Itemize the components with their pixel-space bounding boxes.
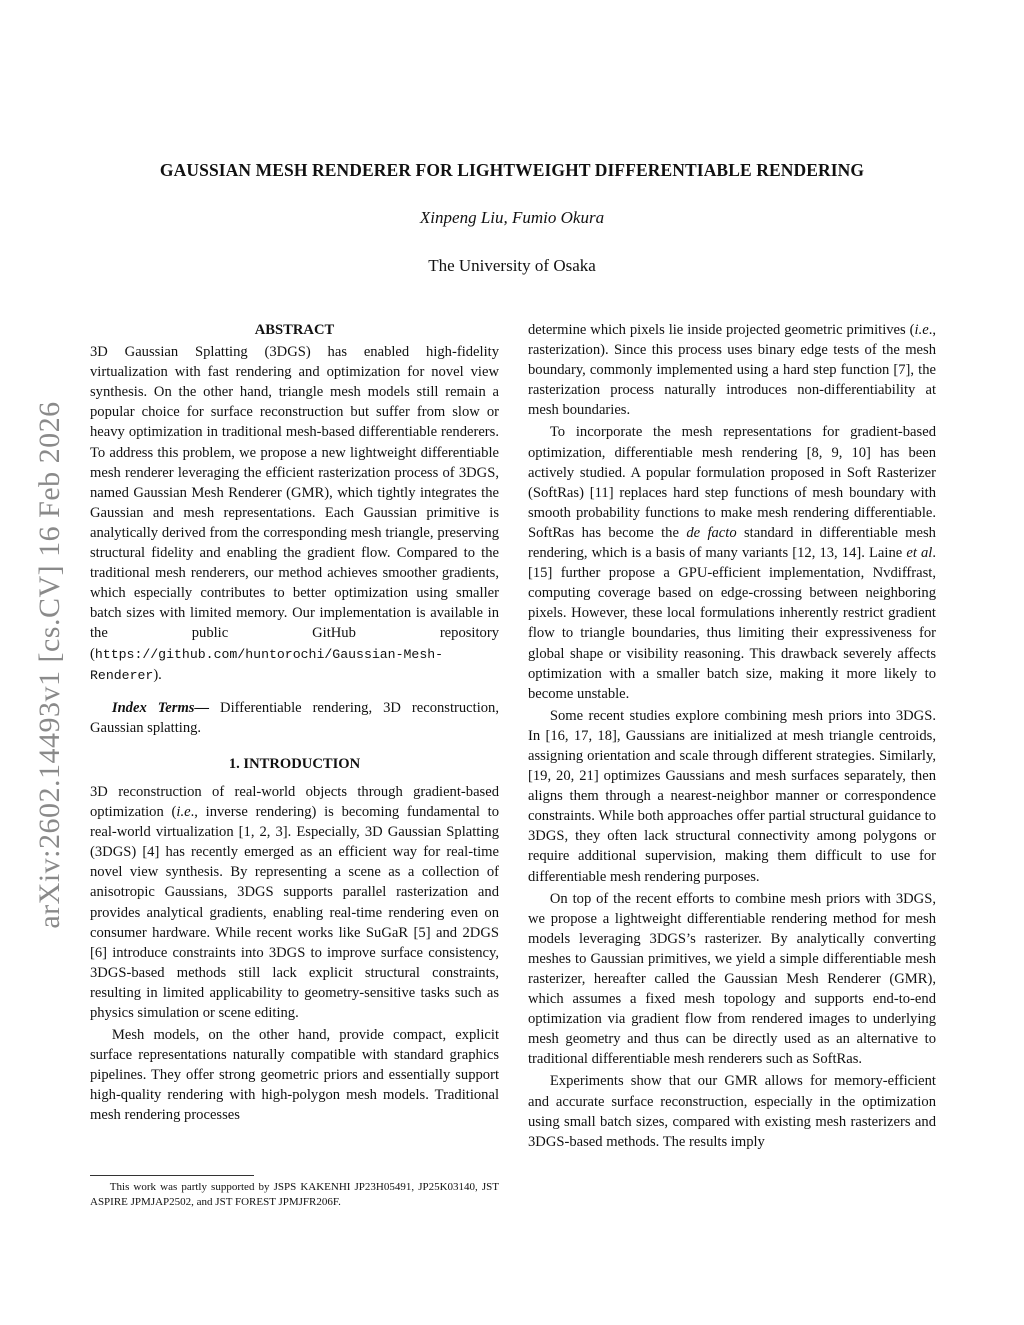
paper-title: GAUSSIAN MESH RENDERER FOR LIGHTWEIGHT DIFFERENTIABLE RENDERING — [159, 160, 865, 180]
intro-paragraph-4 — [528, 422, 936, 703]
footnote-rule — [90, 1175, 254, 1176]
abstract-text-end: ). — [153, 666, 162, 683]
paper-affiliation: The University of Osaka — [428, 256, 596, 275]
left-column — [90, 320, 499, 1126]
abstract-paragraph — [90, 342, 499, 686]
intro-p1-text-a: 3D reconstruction of real-world objects through gradient-based optimization ( — [90, 783, 499, 821]
intro-heading: 1. INTRODUCTION — [228, 755, 361, 772]
abstract-heading: ABSTRACT — [254, 322, 335, 338]
abstract-text: 3D Gaussian Splatting (3DGS) has enabled high-fidelity virtualization with fast rendering and optimization for novel view synthesis. On the other hand, triangle mesh models still remain a popular choice for surface reconstruction but suffer from slow or heavy optimization in traditional mesh-based differentiable renderers. To address this problem, we propose a new lightweight differentiable mesh renderer leveraging the efficient rasterization process of 3DGS, named Gaussian Mesh Renderer (GMR), which tightly integrates the Gaussian and mesh representations. Each Gaussian primitive is analytically derived from the corresponding mesh triangle, preserving structural fidelity and enabling the gradient flow. Compared to the traditional mesh renderers, our method achieves smoother gradients, which especially contributes to better optimization using smaller batch sizes with limited memory. Our implementation is available in the public GitHub repository ( — [90, 344, 499, 662]
intro-paragraph-2: Mesh models, on the other hand, provide compact, explicit surface representations naturally compatible with standard graphics pipelines. They offer strong geometric priors and essentially support high-quality rendering with high-polygon mesh models. Traditional mesh rendering processes — [90, 1027, 499, 1124]
index-terms — [90, 698, 499, 738]
intro-r1-ie: i.e — [914, 322, 929, 338]
intro-r2-text-a: To incorporate the mesh representations for gradient-based optimization, differentiable mesh rendering [8, 9, 10] has been actively studied. A popular formulation proposed in Soft Rasterizer (SoftRas) [11] replaces hard step functions of mesh boundary with smooth probability functions to make mesh rendering differentiable. SoftRas has become the — [528, 424, 936, 541]
intro-r1-text-b: ., rasterization). Since this process uses binary edge tests of the mesh boundary, commonly implemented using a hard step function [7], the rasterization process naturally introduces non-differentiability at mesh boundaries. — [528, 322, 936, 419]
intro-r2-text-c: . [15] further propose a GPU-efficient implementation, Nvdiffrast, computing coverage based on edge-crossing between neighboring pixels. However, these local formulations inherently restrict gradient flow to triangle boundaries, thus limiting their expressiveness for global shape or visibility reasoning. This drawback severely affects optimization with a smaller batch size, making it more likely to become unstable. — [528, 545, 936, 702]
intro-r1-text-a: determine which pixels lie inside projected geometric primitives ( — [528, 322, 915, 338]
footnote: This work was partly supported by JSPS KAKENHI JP23H05491, JP25K03140, JST ASPIRE JPMJAP2502, and JST FOREST JPMJFR206F. — [90, 1181, 499, 1208]
intro-r2-defacto: de facto — [686, 524, 737, 541]
intro-r2-etal: et al — [906, 545, 933, 562]
arxiv-stamp: arXiv:2602.14493v1 [cs.CV] 16 Feb 2026 — [33, 401, 66, 929]
index-terms-text: Differentiable rendering, 3D reconstruction, Gaussian splatting. — [90, 699, 500, 736]
intro-paragraph-1 — [90, 782, 499, 1023]
repo-link[interactable]: https://github.com/huntorochi/Gaussian-Mesh-Renderer — [90, 646, 444, 683]
intro-r2-text-b: standard in differentiable mesh rendering, which is a basis of many variants [12, 13, 14]. Laine — [528, 524, 936, 562]
intro-paragraph-6: On top of the recent efforts to combine mesh priors with 3DGS, we propose a lightweight differentiable rendering method for mesh models leveraging 3DGS’s rasterizer. By analytically converting meshes to Gaussian primitives, we yield a simple differentiable mesh rasterizer, hereafter called the Gaussian Mesh Renderer (GMR), which assumes a fixed mesh topology and supports end-to-end optimization via gradient flow from rendered images to underlying mesh geometry and thus can be directly used as an alternative to traditional differentiable mesh renderers such as SoftRas. — [528, 890, 936, 1068]
right-column — [528, 320, 936, 1152]
paper-authors: Xinpeng Liu, Fumio Okura — [419, 208, 605, 227]
intro-paragraph-7: Experiments show that our GMR allows for memory-efficient and accurate surface reconstruction, especially in the optimization using small batch sizes, compared with existing mesh rasterizers and 3DGS-based methods. The results imply — [528, 1073, 936, 1150]
intro-p1-text-b: ., inverse rendering) is becoming fundamental to real-world virtualization [1, 2, 3]. Especially, 3D Gaussian Splatting (3DGS) [4] has recently emerged as an efficient way for real-time novel view synthesis. By representing a scene as a collection of anisotropic Gaussians, 3DGS supports parallel rasterization and provides analytical gradients, enabling real-time rendering even on consumer hardware. While recent works like SuGaR [5] and 2DGS [6] introduce constraints into 3DGS to improve surface consistency, 3DGS-based methods still lack explicit structural constraints, resulting in limited applicability to geometry-sensitive tasks such as physics simulation or scene editing. — [90, 804, 499, 1021]
intro-p1-ie: i.e — [176, 804, 191, 821]
intro-paragraph-5: Some recent studies explore combining mesh priors into 3DGS. In [16, 17, 18], Gaussians are initialized at mesh triangle centroids, assigning orientation and scale through different strategies. Similarly, [19, 20, 21] optimizes Gaussians and mesh surfaces separately, then aligns them through a nearest-neighbor manner or correspondence constraints. While both approaches offer partial structural guidance to 3DGS, they often lack structural connectivity among polygons or require additional supervision, making them difficult to use for differentiable mesh rendering purposes. — [528, 707, 936, 885]
index-terms-label: Index Terms— — [111, 699, 210, 716]
intro-paragraph-3 — [528, 320, 936, 420]
